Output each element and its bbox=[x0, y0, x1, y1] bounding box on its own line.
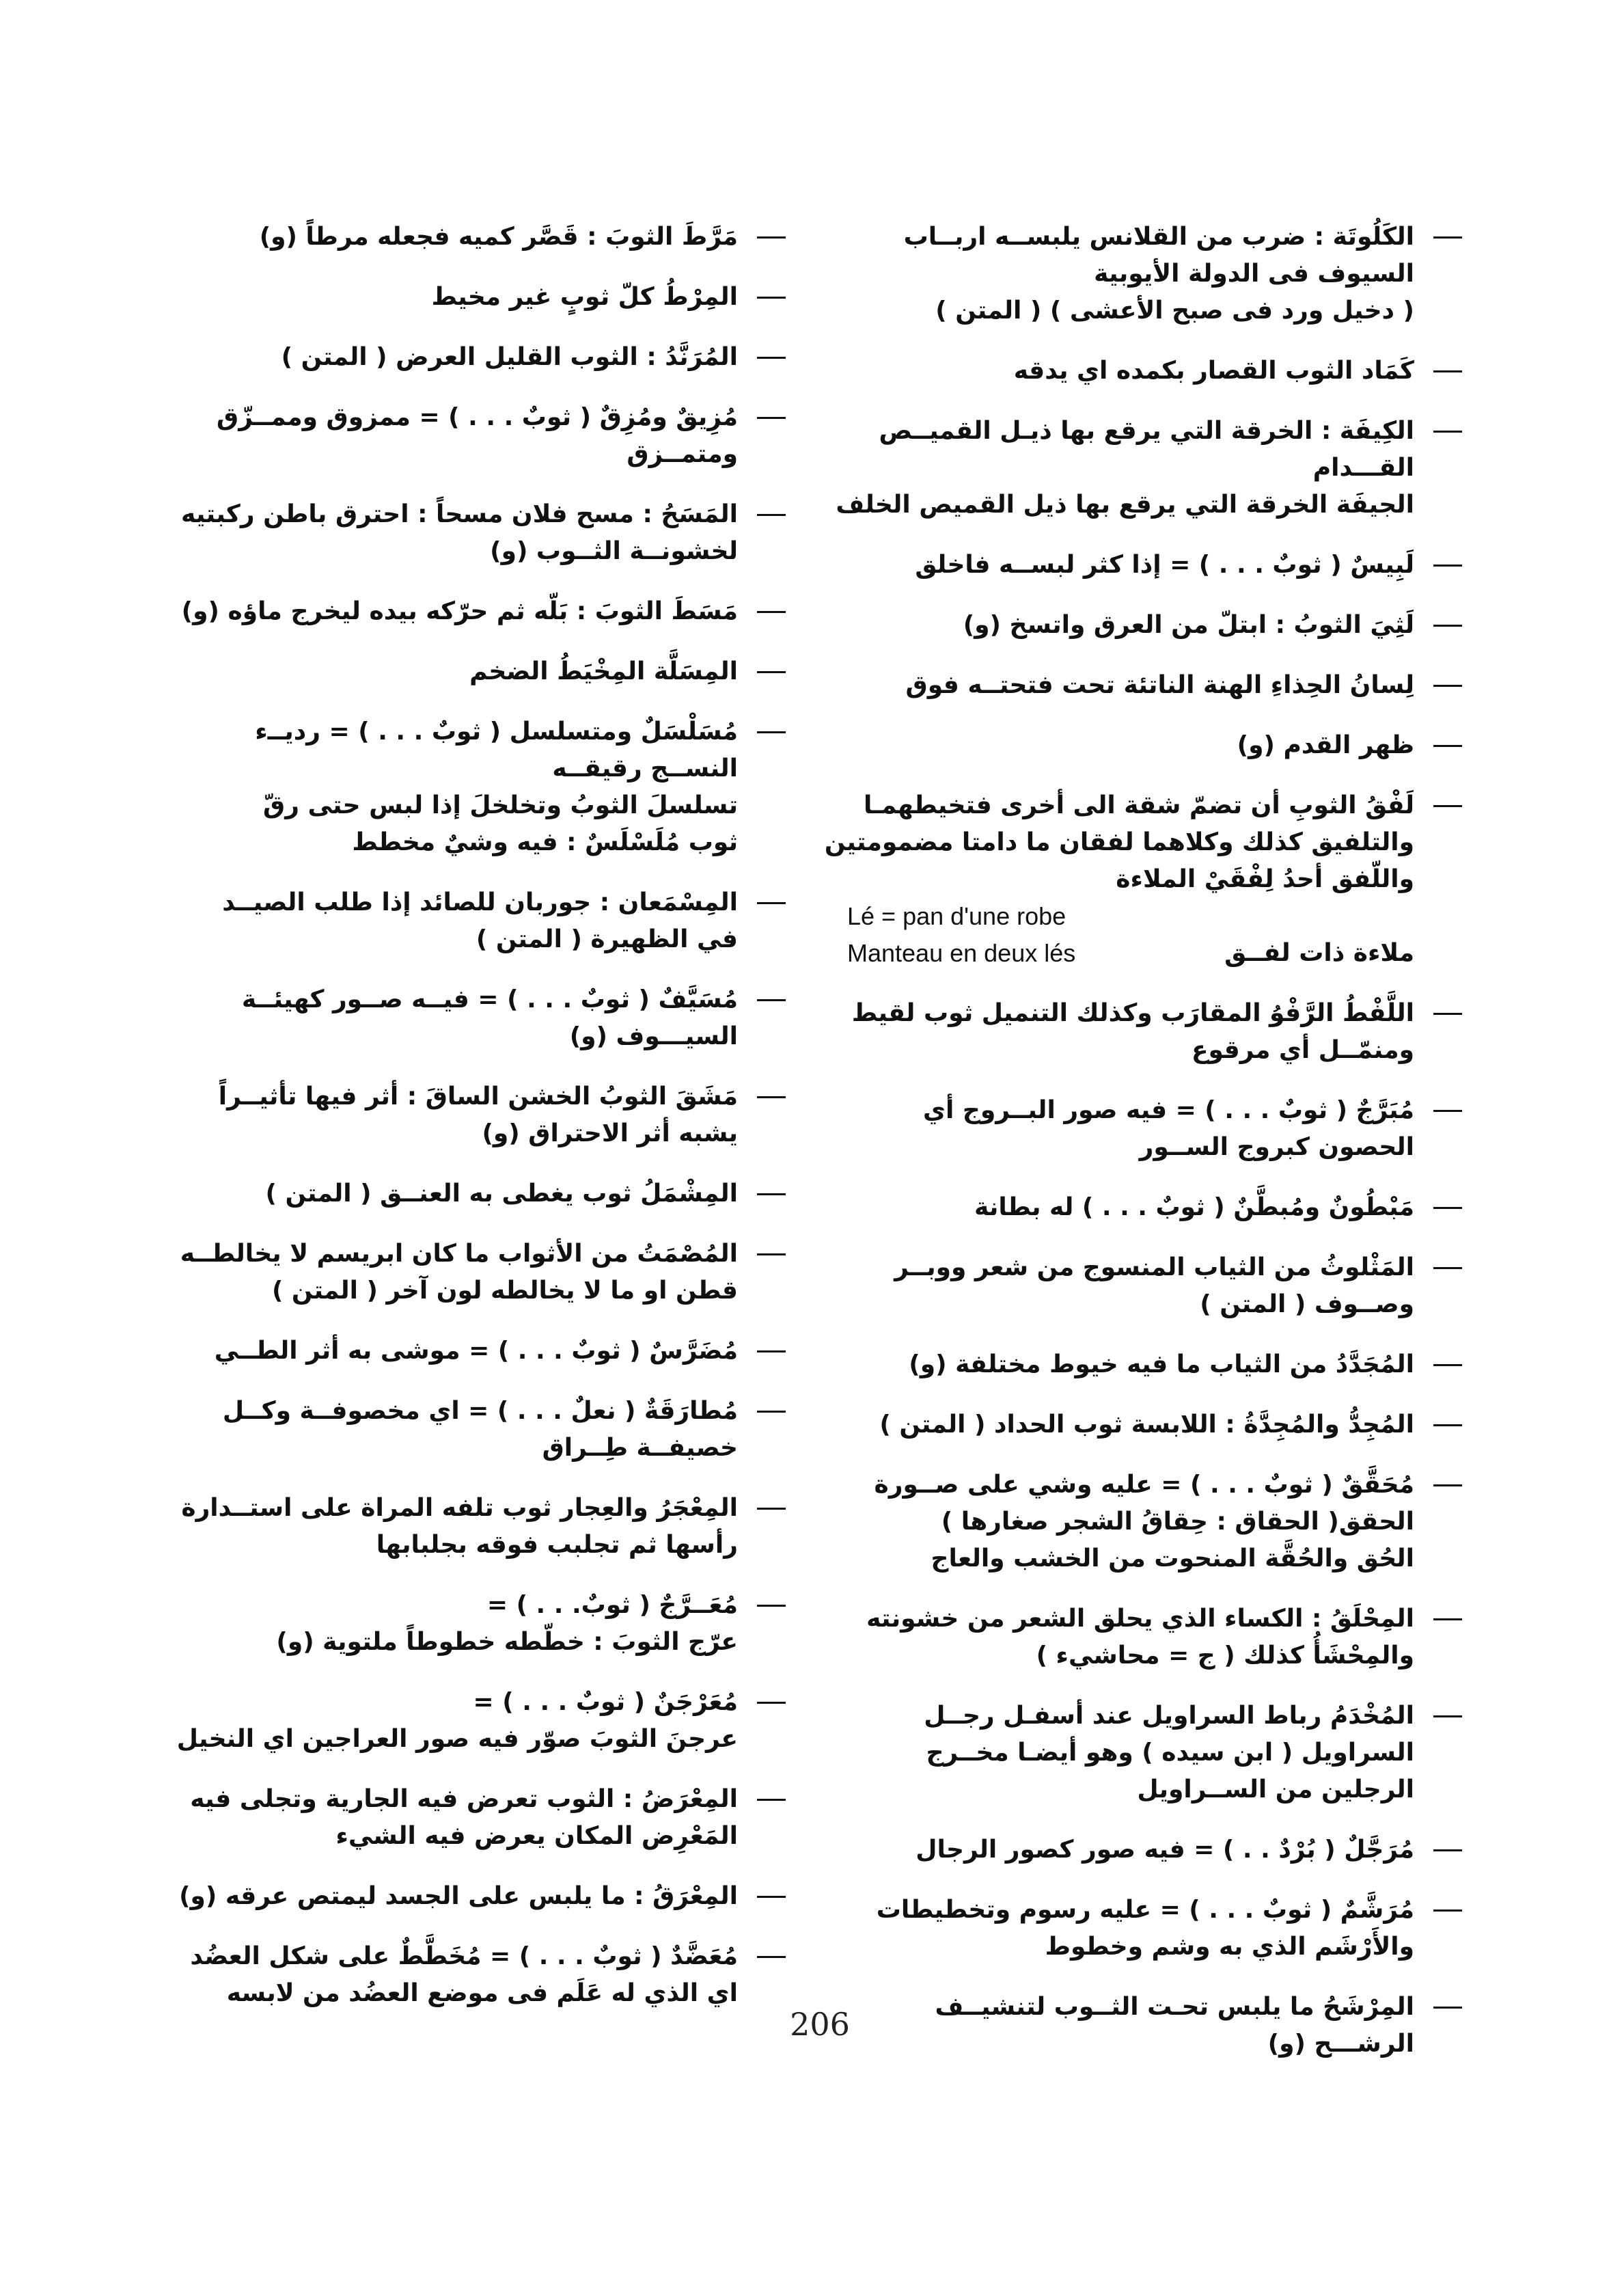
entry-line: المُجِدُّ والمُجِدَّةُ : اللابسة ثوب الحداد ( المتن ) bbox=[879, 1411, 1414, 1439]
dictionary-entry bbox=[847, 1832, 1462, 1868]
entry-dash bbox=[757, 902, 786, 904]
entry-dash bbox=[1433, 236, 1462, 239]
entry-dash bbox=[1433, 805, 1462, 807]
entry-line: عرّج الثوبَ : خطّطه خطوطاً ملتوية (و) bbox=[276, 1628, 738, 1656]
entry-line: لخشونــة الثــوب (و) bbox=[490, 537, 738, 565]
dictionary-entry bbox=[164, 884, 786, 958]
entry-line: المَثْلوثُ من الثياب المنسوج من شعر ووبــر bbox=[894, 1253, 1414, 1281]
entry-dash bbox=[757, 731, 786, 733]
dictionary-entry bbox=[847, 1406, 1462, 1443]
entry-line: الرشـــح (و) bbox=[1267, 2030, 1414, 2058]
entry-line: لَفْقُ الثوبِ أن تضمّ شقة الى أخرى فتخيطهمـا bbox=[864, 791, 1414, 819]
entry-line: لَثِيَ الثوبُ : ابتلّ من العرق واتسخ (و) bbox=[963, 611, 1414, 639]
entry-line: مَرَّطَ الثوبَ : قَصَّر كميه فجعله مرطاً (و) bbox=[259, 223, 738, 251]
entry-line: مُزِيقٌ ومُزِقٌ ( ثوبٌ . . . ) = ممزوق وممــزّق bbox=[217, 403, 738, 431]
entry-line: المِرْشَحُ ما يلبس تحـت الثــوب لتنشيــف bbox=[935, 1993, 1414, 2021]
entry-line: مَسَطَ الثوبَ : بَلّه ثم حرّكه بيده ليخرج ماؤه (و) bbox=[181, 597, 738, 625]
entry-line: مَشَقَ الثوبُ الخشن الساقَ : أثر فيها تأثيــراً bbox=[218, 1083, 738, 1111]
entry-line: وصــوف ( المتن ) bbox=[1200, 1290, 1414, 1318]
entry-line: والأَرْشَم الذي به وشم وخطوط bbox=[1045, 1933, 1414, 1961]
entry-dash bbox=[757, 671, 786, 673]
dictionary-entry bbox=[847, 727, 1462, 764]
entry-line: مُضَرَّسٌ ( ثوبٌ . . . ) = موشى به أثر الطــي bbox=[214, 1337, 738, 1365]
dictionary-entry bbox=[164, 653, 786, 690]
entry-line: رأسها ثم تجلبب فوقه بجلبابها bbox=[376, 1531, 738, 1559]
entry-line: مُبَرَّجٌ ( ثوبٌ . . . ) = فيه صور البــروج أي bbox=[923, 1096, 1414, 1124]
dictionary-entry bbox=[164, 1684, 786, 1758]
entry-line: مُعَــرَّجٌ ( ثوبٌ. . . ) = bbox=[486, 1591, 738, 1619]
entry-line: المِسَلَّة المِخْيَطُ الضخم bbox=[469, 657, 738, 685]
entry-dash bbox=[1433, 1207, 1462, 1209]
entry-line: ظهر القدم (و) bbox=[1237, 731, 1414, 759]
entry-line: مَبْطُونٌ ومُبطَّنٌ ( ثوبٌ . . . ) له بطانة bbox=[974, 1193, 1414, 1221]
dictionary-entry bbox=[164, 713, 786, 861]
entry-line: ( دخيل ورد فى صبح الأعشى ) ( المتن ) bbox=[935, 297, 1414, 325]
entry-line: لِسانُ الحِذاءِ الهنة الناتئة تحت فتحتــه فوق bbox=[905, 671, 1414, 699]
entry-dash bbox=[757, 417, 786, 419]
gloss-row bbox=[847, 935, 1414, 972]
dictionary-entry bbox=[847, 995, 1462, 1069]
entry-dash bbox=[757, 514, 786, 516]
entry-line: مُسَلْسَلٌ ومتسلسل ( ثوبٌ . . . ) = رديــء bbox=[255, 718, 738, 746]
entry-line: المُجَدَّدُ من الثياب ما فيه خيوط مختلفة (و) bbox=[909, 1350, 1414, 1378]
french-gloss: Lé = pan d'une robe bbox=[847, 902, 1066, 930]
entry-dash bbox=[757, 1508, 786, 1510]
entry-dash bbox=[1433, 1909, 1462, 1912]
entry-dash bbox=[757, 1605, 786, 1607]
entry-dash bbox=[1433, 2007, 1462, 2009]
entry-line: مُطارَقَةٌ ( نعلٌ . . . ) = اي مخصوفــة وكــل bbox=[222, 1397, 738, 1425]
dictionary-entry bbox=[164, 219, 786, 256]
dictionary-entry bbox=[164, 1175, 786, 1212]
dictionary-entry bbox=[847, 1346, 1462, 1383]
entry-line: السراويل ( ابن سيده ) وهو أيضـا مخــرج bbox=[926, 1739, 1414, 1767]
entry-line: الحُق والحُقَّة المنحوت من الخشب والعاج bbox=[931, 1545, 1414, 1573]
dictionary-entry bbox=[164, 496, 786, 570]
entry-line: مُعَضَّدٌ ( ثوبٌ . . . ) = مُخَطَّطٌ على شكل العضُد bbox=[190, 1942, 738, 1970]
entry-line: مُعَرْجَنٌ ( ثوبٌ . . . ) = bbox=[473, 1688, 738, 1716]
entry-dash bbox=[1433, 1849, 1462, 1851]
dictionary-entry bbox=[847, 1092, 1462, 1166]
dictionary-entry bbox=[164, 1393, 786, 1467]
entry-dash bbox=[757, 1956, 786, 1958]
entry-line: والمِحْشَأُ كذلك ( ج = محاشيء ) bbox=[1036, 1642, 1414, 1670]
entry-line: قطن او ما لا يخالطه لون آخر ( المتن ) bbox=[271, 1277, 738, 1305]
entry-dash bbox=[757, 1799, 786, 1801]
dictionary-entry bbox=[164, 1587, 786, 1661]
dictionary-entry bbox=[164, 1781, 786, 1855]
dictionary-entry bbox=[847, 1989, 1462, 2063]
entry-line: اللَّفْطُ الرَّفْوُ المقارَب وكذلك التنميل ثوب لقيط bbox=[851, 999, 1414, 1027]
dictionary-entry bbox=[847, 1601, 1462, 1674]
entry-line: الجيفَة الخرقة التي يرقع بها ذيل القميص الخلف bbox=[836, 491, 1414, 519]
entry-dash bbox=[1433, 1013, 1462, 1015]
dictionary-entry bbox=[164, 1333, 786, 1370]
entry-dash bbox=[1433, 1110, 1462, 1112]
entry-dash bbox=[1433, 1715, 1462, 1717]
dictionary-entry bbox=[847, 607, 1462, 644]
page-number: 206 bbox=[790, 2006, 850, 2043]
entry-line: القـــدام bbox=[1312, 454, 1414, 482]
entry-line: الحصون كبروج الســور bbox=[1139, 1133, 1414, 1161]
dictionary-entry bbox=[847, 667, 1462, 704]
entry-dash bbox=[1433, 685, 1462, 687]
entry-line: في الظهيرة ( المتن ) bbox=[476, 925, 738, 953]
entry-line: المِعْجَرُ والعِجار ثوب تلفه المراة على استــدارة bbox=[181, 1494, 738, 1522]
entry-dash bbox=[757, 1096, 786, 1098]
entry-line: مُسَيَّفٌ ( ثوبٌ . . . ) = فيــه صــور كهيئــة bbox=[241, 985, 738, 1014]
right-column bbox=[824, 219, 1462, 2086]
dictionary-entry bbox=[847, 1892, 1462, 1966]
entry-line: المِشْمَلُ ثوب يغطى به العنــق ( المتن ) bbox=[265, 1180, 738, 1208]
entry-line: المُرَنَّدُ : الثوب القليل العرض ( المتن ) bbox=[281, 343, 738, 371]
left-column bbox=[164, 219, 786, 2035]
dictionary-entry bbox=[847, 1698, 1462, 1808]
entry-line: النســج رقيقــه bbox=[552, 754, 738, 783]
entry-dash bbox=[1433, 625, 1462, 627]
entry-dash bbox=[757, 1193, 786, 1195]
dictionary-entry bbox=[164, 1938, 786, 2012]
entry-line: تسلسلَ الثوبُ وتخلخلَ إذا لبس حتى رقّ bbox=[263, 791, 738, 819]
dictionary-entry bbox=[847, 219, 1462, 329]
entry-line: السيـــوف (و) bbox=[569, 1022, 738, 1050]
entry-dash bbox=[1433, 1267, 1462, 1269]
entry-line: الكِيفَة : الخرقة التي يرقع بها ذيـل القميــص bbox=[879, 417, 1414, 445]
entry-line: مُرَشَّمٌ ( ثوبٌ . . . ) = عليه رسوم وتخطيطات bbox=[876, 1896, 1414, 1924]
entry-line: الحقق( الحقاق : حِقاقُ الشجر صغارها ) bbox=[941, 1508, 1414, 1536]
entry-line: المُخْدَمُ رباط السراويل عند أسفـل رجــل bbox=[924, 1702, 1414, 1730]
entry-dash bbox=[1433, 745, 1462, 747]
entry-dash bbox=[1433, 1424, 1462, 1426]
dictionary-entry bbox=[847, 1189, 1462, 1226]
entry-dash bbox=[757, 236, 786, 239]
entry-line: خصيفــة طِــراق bbox=[542, 1434, 738, 1462]
entry-line: لَبِيسٌ ( ثوبٌ . . . ) = إذا كثر لبســه فاخلق bbox=[915, 551, 1414, 579]
entry-dash bbox=[757, 1350, 786, 1352]
entry-line: مُحَقَّقٌ ( ثوبٌ . . . ) = عليه وشي على صــورة bbox=[874, 1471, 1414, 1499]
entry-dash bbox=[757, 611, 786, 613]
entry-dash bbox=[1433, 565, 1462, 567]
entry-dash bbox=[1433, 1618, 1462, 1620]
entry-dash bbox=[757, 1253, 786, 1255]
entry-line: الرجلين من الســراويل bbox=[1137, 1776, 1414, 1804]
entry-line: المِحْلَقُ : الكساء الذي يحلق الشعر من خشونته bbox=[866, 1605, 1414, 1633]
entry-dash bbox=[757, 1702, 786, 1704]
dictionary-entry bbox=[164, 1078, 786, 1152]
entry-line: ومتمــزق bbox=[627, 440, 738, 468]
entry-dash bbox=[757, 1411, 786, 1413]
entry-line: عرجنَ الثوبَ صوّر فيه صور العراجين اي النخيل bbox=[176, 1725, 738, 1753]
entry-dash bbox=[757, 297, 786, 299]
entry-line: والتلفيق كذلك وكلاهما لفقان ما دامتا مضمومتين bbox=[824, 828, 1414, 856]
french-gloss: Manteau en deux lés bbox=[847, 939, 1076, 967]
entry-dash bbox=[1433, 1484, 1462, 1486]
entry-line: اي الذي له عَلَم فى موضع العضُد من لابسه bbox=[226, 1979, 738, 2007]
dictionary-entry bbox=[847, 353, 1462, 390]
dictionary-entry bbox=[164, 1236, 786, 1309]
entry-line: يشبه أثر الاحتراق (و) bbox=[482, 1119, 738, 1147]
entry-line: ومنمّــل أي مرقوع bbox=[1191, 1036, 1414, 1064]
entry-line: المِعْرَضُ : الثوب تعرض فيه الجارية وتجلى فيه bbox=[190, 1785, 738, 1813]
entry-dash bbox=[757, 999, 786, 1001]
dictionary-entry bbox=[164, 593, 786, 630]
entry-line: ثوب مُلَسْلَسٌ : فيه وشيٌ مخطط bbox=[352, 828, 738, 856]
dictionary-entry bbox=[164, 399, 786, 473]
dictionary-entry bbox=[164, 1878, 786, 1915]
entry-line: واللّفق أحدُ لِفْقَيْ الملاءة bbox=[1116, 865, 1414, 893]
dictionary-entry bbox=[847, 1249, 1462, 1323]
entry-dash bbox=[757, 1896, 786, 1898]
arabic-gloss: ملاءة ذات لفــق bbox=[1224, 939, 1414, 967]
dictionary-entry bbox=[164, 279, 786, 316]
entry-line: الكَلُوتَة : ضرب من القلانس يلبســه اربــاب bbox=[903, 223, 1414, 251]
entry-line: المَسَحُ : مسح فلان مسحاً : احترق باطن ركبتيه bbox=[181, 500, 738, 528]
entry-dash bbox=[1433, 431, 1462, 433]
dictionary-entry bbox=[824, 787, 1462, 972]
entry-line: المِسْمَعان : جوربان للصائد إذا طلب الصيــد bbox=[222, 888, 738, 916]
dictionary-entry bbox=[164, 339, 786, 376]
dictionary-entry bbox=[847, 1467, 1462, 1577]
entry-dash bbox=[757, 357, 786, 359]
entry-line: المِرْطُ كلّ ثوبٍ غير مخيط bbox=[431, 283, 738, 311]
entry-line: السيوف فى الدولة الأيوبية bbox=[1094, 260, 1414, 288]
dictionary-entry bbox=[164, 1490, 786, 1564]
entry-line: مُرَجَّلٌ ( بُرْدٌ . . ) = فيه صور كصور الرجال bbox=[916, 1836, 1414, 1864]
entry-line: كَمَاد الثوب القصار بكمده اي يدقه bbox=[1013, 357, 1414, 385]
dictionary-entry bbox=[164, 981, 786, 1055]
dictionary-entry bbox=[836, 413, 1462, 524]
entry-line: المِعْرَقُ : ما يلبس على الجسد ليمتص عرقه (و) bbox=[179, 1882, 738, 1910]
dictionary-entry bbox=[847, 547, 1462, 584]
entry-dash bbox=[1433, 1364, 1462, 1366]
entry-line: المَعْرِض المكان يعرض فيه الشيء bbox=[335, 1822, 738, 1850]
entry-dash bbox=[1433, 370, 1462, 372]
entry-line: المُصْمَتُ من الأثواب ما كان ابريسم لا يخالطــه bbox=[180, 1240, 738, 1268]
